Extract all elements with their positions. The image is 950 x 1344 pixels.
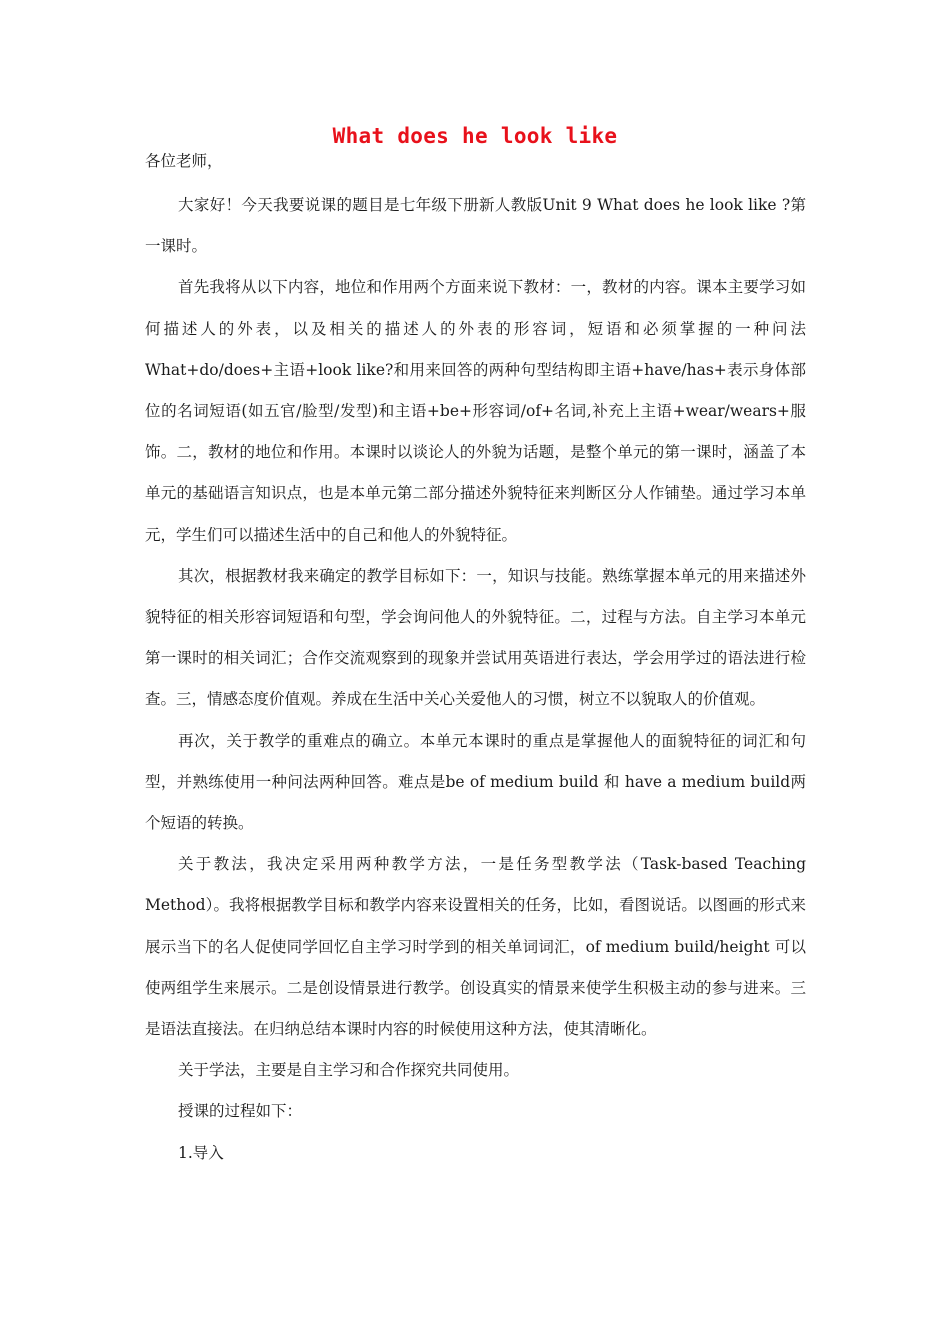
- document-title: What does he look like: [332, 124, 618, 148]
- paragraph: 授课的过程如下：: [178, 1102, 303, 1121]
- paragraph: 1.导入: [178, 1143, 224, 1162]
- salutation: 各位老师，: [145, 152, 223, 170]
- paragraph: 其次，根据教材我来确定的教学目标如下：一，知识与技能。熟练掌握本单元的用来描述外貌特征的相关形容词短语和句型，学会询问他人的外貌特征。二，过程与方法。自主学习本单元第一课时的相关词汇；合作交流观察到的现象并尝试用英语进行表达，学会用学过的语法进行检查。三，情感态度价值观。养成在生活中关心关爱他人的习惯，树立不以貌取人的价值观。: [145, 566, 806, 709]
- paragraph: 大家好！今天我要说课的题目是七年级下册新人教版Unit 9 What does he look like ?第一课时。: [145, 196, 806, 256]
- paragraph: 首先我将从以下内容，地位和作用两个方面来说下教材：一，教材的内容。课本主要学习如何描述人的外表，以及相关的描述人的外表的形容词，短语和必须掌握的一种问法What+do/does+主语+look like?和用来回答的两种句型结构即主语+have/has+表示身体部位的名词短语(如五官/脸型/发型)和主语+be+形容词/of+名词,补充上主语+wear/wears+服饰。二，教材的地位和作用。本课时以谈论人的外貌为话题，是整个单元的第一课时，涵盖了本单元的基础语言知识点，也是本单元第二部分描述外貌特征来判断区分人作铺垫。通过学习本单元，学生们可以描述生活中的自己和他人的外貌特征。: [145, 278, 806, 544]
- document-body: [145, 185, 806, 1174]
- paragraph: 关于学法，主要是自主学习和合作探究共同使用。: [178, 1061, 520, 1080]
- paragraph: 关于教法，我决定采用两种教学方法，一是任务型教学法（Task-based Teaching Method）。我将根据教学目标和教学内容来设置相关的任务，比如，看图说话。以图画的形式来展示当下的名人促使同学回忆自主学习时学到的相关单词词汇，of medium build/height 可以使两组学生来展示。二是创设情景进行教学。创设真实的情景来使学生积极主动的参与进来。三是语法直接法。在归纳总结本课时内容的时候使用这种方法，使其清晰化。: [145, 855, 806, 1039]
- paragraph: 再次，关于教学的重难点的确立。本单元本课时的重点是掌握他人的面貌特征的词汇和句型，并熟练使用一种问法两种回答。难点是be of medium build 和 have a medium build两个短语的转换。: [145, 731, 806, 833]
